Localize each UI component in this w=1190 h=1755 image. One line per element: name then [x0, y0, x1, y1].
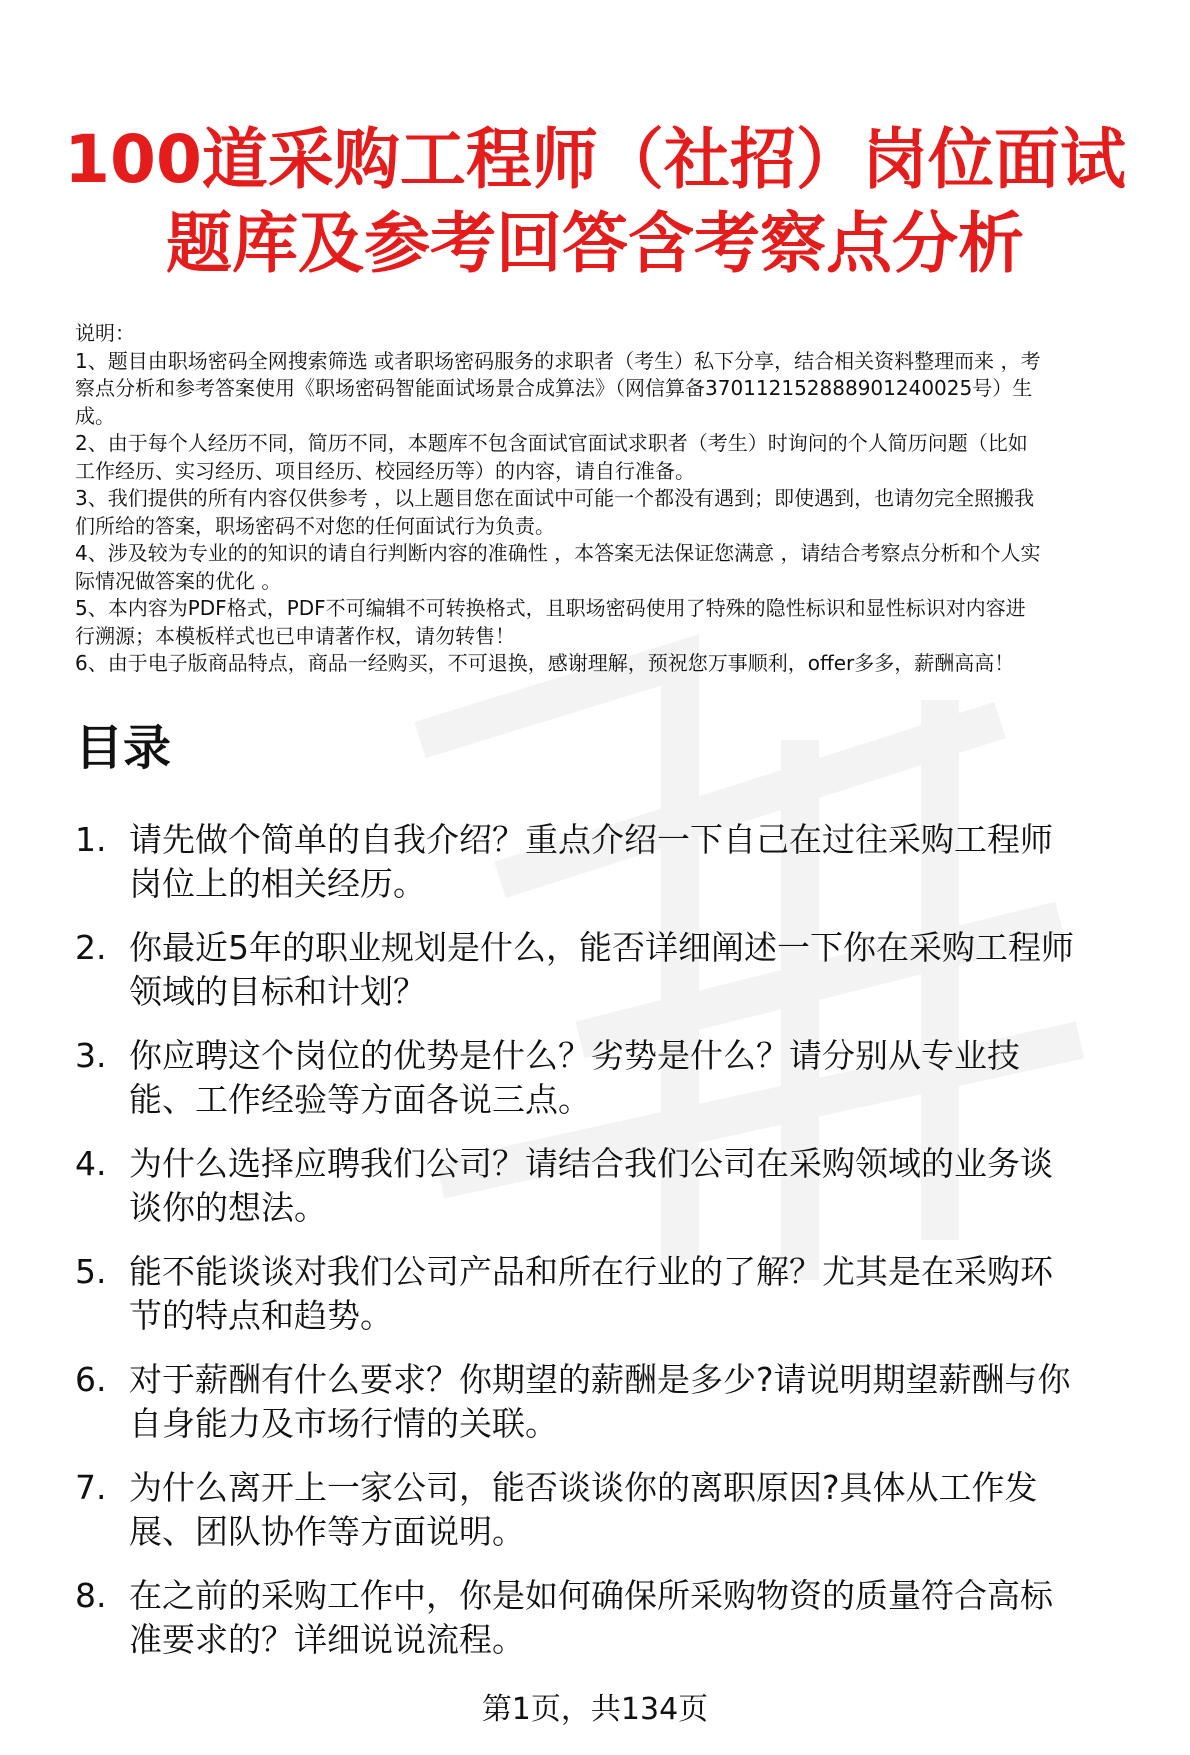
toc-item-line: 岗位上的相关经历。 — [129, 864, 426, 903]
note-line: 6、由于电子版商品特点，商品一经购买，不可退换，感谢理解，预祝您万事顺利，offer多多，薪酬高高！ — [75, 651, 1015, 675]
toc-item-line: 谈你的想法。 — [129, 1188, 327, 1227]
toc-item-line: 你应聘这个岗位的优势是什么？劣势是什么？请分别从专业技 — [129, 1036, 1020, 1075]
toc-item-text — [129, 1574, 1165, 1662]
note-line: 说明： — [75, 321, 135, 345]
toc-item-number: 6. — [75, 1360, 107, 1399]
toc-item-line: 能不能谈谈对我们公司产品和所在行业的了解？尤其是在采购环 — [129, 1252, 1053, 1291]
toc-item-text — [129, 1142, 1165, 1230]
toc-item-line: 准要求的？详细说说流程。 — [129, 1620, 525, 1659]
toc-item-number: 5. — [75, 1252, 107, 1291]
toc-item-text — [129, 1250, 1165, 1338]
toc-item-line: 节的特点和趋势。 — [129, 1296, 393, 1335]
toc-item-line: 领域的目标和计划？ — [129, 972, 426, 1011]
toc-item-line: 自身能力及市场行情的关联。 — [129, 1404, 558, 1443]
toc-item-number: 4. — [75, 1144, 107, 1183]
note-line: 际情况做答案的优化 。 — [75, 568, 282, 593]
toc-item-number: 2. — [75, 928, 107, 967]
toc-item-6[interactable] — [75, 1358, 1165, 1446]
toc-item-text — [129, 1358, 1165, 1446]
title-line-2: 题库及参考回答含考察点分析 — [166, 205, 1024, 282]
note-line: 行溯源；本模板样式也已申请著作权，请勿转售！ — [75, 623, 515, 648]
toc-heading: 目录 — [75, 720, 172, 776]
toc-item-line: 为什么选择应聘我们公司？请结合我们公司在采购领域的业务谈 — [129, 1144, 1053, 1183]
note-line: 工作经历、实习经历、项目经历、校园经历等）的内容，请自行准备。 — [75, 458, 695, 483]
note-line: 成。 — [75, 403, 115, 428]
note-line: 1、题目由职场密码全网搜索筛选 或者职场密码服务的求职者（考生）私下分享，结合相关资料整理而来 ，考 — [75, 348, 1041, 373]
note-line: 们所给的答案，职场密码不对您的任何面试行为负责。 — [75, 513, 555, 538]
toc-item-line: 请先做个简单的自我介绍？重点介绍一下自己在过往采购工程师 — [129, 820, 1053, 859]
instructions-block — [75, 320, 1165, 678]
note-line: 察点分析和参考答案使用《职场密码智能面试场景合成算法》（网信算备370112152888901240025号）生 — [75, 376, 1033, 400]
toc-item-line: 为什么离开上一家公司，能否谈谈你的离职原因?具体从工作发 — [129, 1468, 1038, 1507]
toc-item-number: 1. — [75, 820, 107, 859]
title-line-1: 100道采购工程师（社招）岗位面试 — [64, 121, 1126, 198]
toc-item-line: 你最近5年的职业规划是什么，能否详细阐述一下你在采购工程师 — [129, 928, 1074, 967]
toc-item-5[interactable] — [75, 1250, 1165, 1338]
toc-item-2[interactable] — [75, 926, 1165, 1014]
toc-item-number: 7. — [75, 1468, 107, 1507]
toc-item-line: 对于薪酬有什么要求？你期望的薪酬是多少?请说明期望薪酬与你 — [129, 1360, 1071, 1399]
toc-item-line: 展、团队协作等方面说明。 — [129, 1512, 525, 1551]
toc-item-number: 3. — [75, 1036, 107, 1075]
toc-item-3[interactable] — [75, 1034, 1165, 1122]
toc-item-text — [129, 926, 1165, 1014]
note-line: 3、我们提供的所有内容仅供参考 ，以上题目您在面试中可能一个都没有遇到；即使遇到，也请勿完全照搬我 — [75, 486, 1035, 510]
document-title — [60, 118, 1130, 286]
note-line: 5、本内容为PDF格式，PDF不可编辑不可转换格式，且职场密码使用了特殊的隐性标识和显性标识对内容进 — [75, 596, 1026, 620]
toc-item-line: 能、工作经验等方面各说三点。 — [129, 1080, 591, 1119]
toc-item-7[interactable] — [75, 1466, 1165, 1554]
toc-item-line: 在之前的采购工作中，你是如何确保所采购物资的质量符合高标 — [129, 1576, 1053, 1615]
toc-item-1[interactable] — [75, 818, 1165, 906]
toc-item-number: 8. — [75, 1576, 107, 1615]
note-line: 4、涉及较为专业的的知识的请自行判断内容的准确性 ，本答案无法保证您满意 ，请结合考察点分析和个人实 — [75, 541, 1041, 565]
toc-item-text — [129, 1034, 1165, 1122]
toc-item-text — [129, 818, 1165, 906]
page-number: 第1页，共134页 — [481, 1692, 709, 1727]
toc-list — [75, 818, 1165, 1682]
toc-item-4[interactable] — [75, 1142, 1165, 1230]
note-line: 2、由于每个人经历不同，简历不同，本题库不包含面试官面试求职者（考生）时询问的个人简历问题（比如 — [75, 431, 1028, 455]
toc-item-text — [129, 1466, 1165, 1554]
toc-item-8[interactable] — [75, 1574, 1165, 1662]
